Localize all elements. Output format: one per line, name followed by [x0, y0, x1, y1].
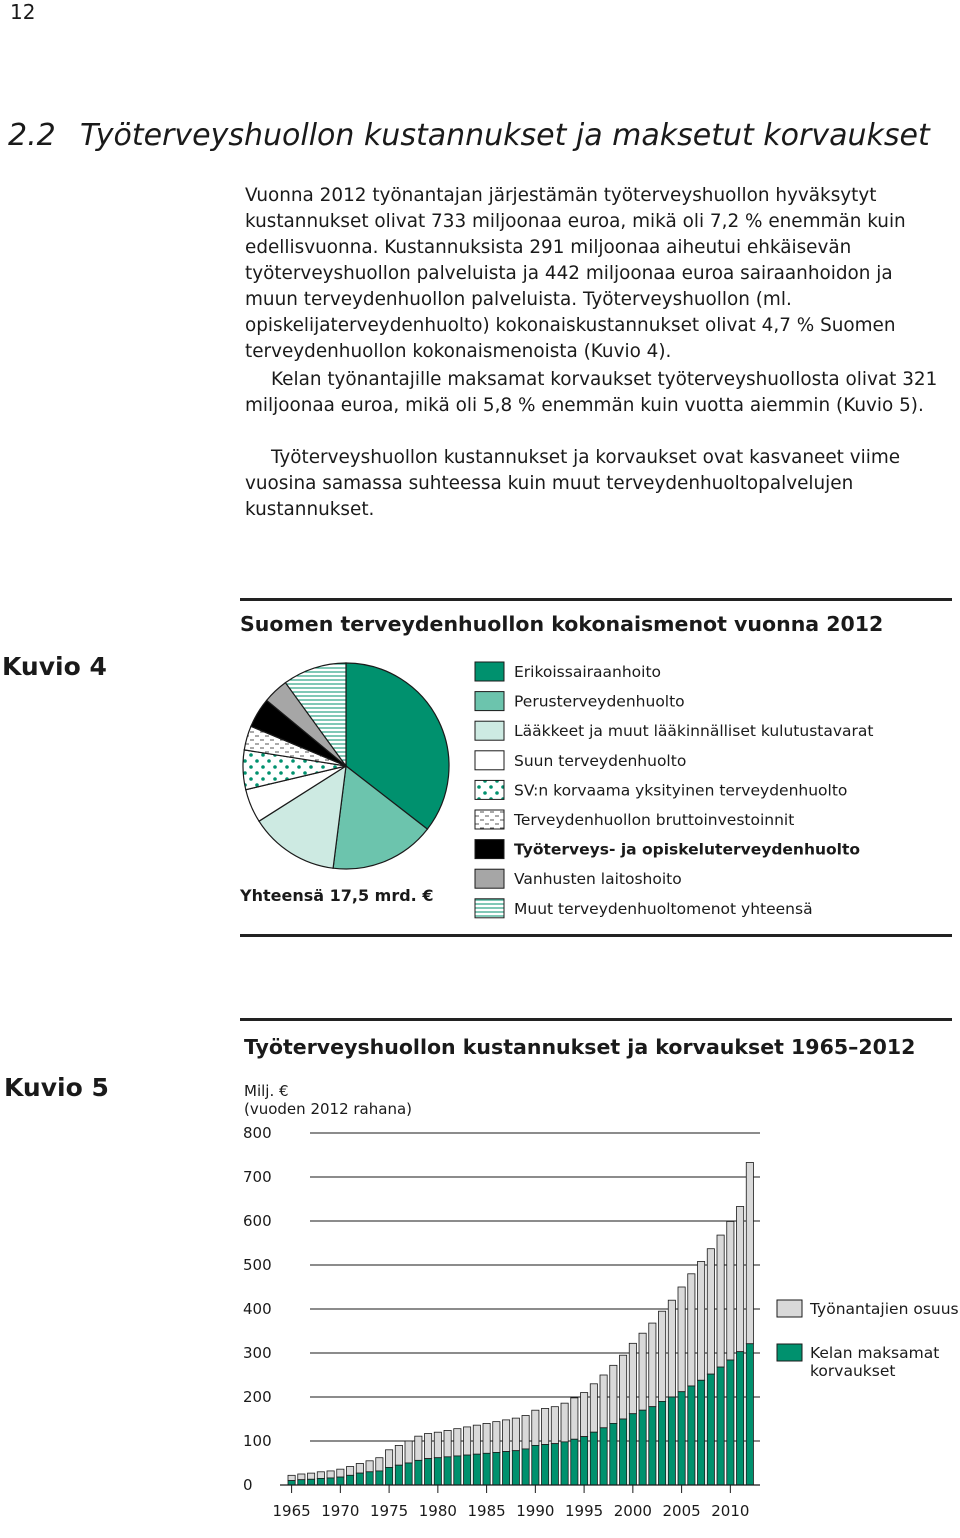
- bar-kela-1971: [347, 1475, 354, 1485]
- bar-employer-1985: [483, 1423, 490, 1453]
- bar-employer-2008: [707, 1249, 714, 1374]
- section-heading: [8, 118, 930, 153]
- bar-legend-label-employer: Työnantajien osuus: [810, 1300, 959, 1318]
- y-tick-label-600: 600: [243, 1212, 272, 1230]
- pie-legend-swatch-9: [475, 899, 504, 918]
- bar-employer-1974: [376, 1458, 383, 1471]
- bar-employer-2011: [737, 1206, 744, 1351]
- bar-kela-1984: [473, 1454, 480, 1485]
- bar-kela-1990: [532, 1445, 539, 1485]
- figure4-title: Suomen terveydenhuollon kokonaismenot vuonna 2012: [240, 612, 884, 636]
- bar-employer-1989: [522, 1415, 529, 1448]
- bar-employer-1966: [298, 1474, 305, 1480]
- bar-employer-1988: [512, 1418, 519, 1451]
- bar-legend-label-kela: Kelan maksamat korvaukset: [810, 1344, 940, 1380]
- bar-kela-1981: [444, 1457, 451, 1485]
- bar-kela-1993: [561, 1442, 568, 1485]
- bar-kela-1975: [386, 1467, 393, 1485]
- bar-employer-1987: [503, 1420, 510, 1452]
- bar-kela-2011: [737, 1352, 744, 1485]
- bar-employer-1990: [532, 1410, 539, 1445]
- bar-kela-1965: [288, 1481, 295, 1485]
- bar-kela-1966: [298, 1480, 305, 1485]
- bar-kela-1986: [493, 1452, 500, 1485]
- x-tick-label-1990: 1990: [516, 1502, 555, 1520]
- pie-legend-label-8: Vanhusten laitoshoito: [514, 870, 682, 889]
- bar-employer-1996: [590, 1384, 597, 1432]
- bar-kela-1973: [366, 1472, 373, 1485]
- bar-employer-2010: [727, 1221, 734, 1360]
- figure4-label: Kuvio 4: [2, 652, 107, 681]
- pie-legend-swatch-1: [475, 662, 504, 681]
- bar-kela-2007: [698, 1380, 705, 1485]
- bar-kela-2001: [639, 1410, 646, 1485]
- x-tick-label-2005: 2005: [662, 1502, 701, 1520]
- pie-legend-label-7: Työterveys- ja opiskeluterveydenhuolto: [514, 840, 861, 859]
- bar-employer-1969: [327, 1471, 334, 1478]
- bar-employer-1992: [551, 1407, 558, 1444]
- bar-kela-2010: [727, 1360, 734, 1485]
- bar-employer-1983: [464, 1427, 471, 1455]
- bar-kela-2004: [668, 1397, 675, 1485]
- page-number: 12: [10, 0, 36, 24]
- bar-kela-1968: [317, 1478, 324, 1485]
- bar-kela-2002: [649, 1407, 656, 1485]
- bar-employer-1977: [405, 1441, 412, 1463]
- figure5-ylabel-line1: Milj. €: [244, 1082, 289, 1100]
- pie-legend-label-1: Erikoissairaanhoito: [514, 663, 662, 681]
- bar-employer-1980: [434, 1432, 441, 1458]
- bar-kela-2008: [707, 1374, 714, 1485]
- pie-legend-label-3: Lääkkeet ja muut lääkinnälliset kulutustavarat: [514, 722, 874, 741]
- bar-kela-1972: [356, 1473, 363, 1485]
- x-tick-label-1980: 1980: [418, 1502, 457, 1520]
- bar-kela-2005: [678, 1392, 685, 1485]
- pie-legend-swatch-6: [475, 810, 504, 829]
- bar-employer-2006: [688, 1274, 695, 1386]
- y-tick-label-800: 800: [243, 1124, 272, 1142]
- bar-employer-1994: [571, 1398, 578, 1439]
- figure4-top-rule: [240, 598, 952, 601]
- bar-kela-2012: [746, 1344, 753, 1485]
- figure5-ylabel: [244, 1082, 412, 1118]
- bar-kela-1970: [337, 1477, 344, 1485]
- pie-legend-swatch-5: [475, 780, 504, 799]
- x-tick-label-2000: 2000: [613, 1502, 652, 1520]
- section-number: 2.2: [8, 118, 56, 153]
- y-tick-label-100: 100: [243, 1432, 272, 1450]
- bar-kela-1985: [483, 1453, 490, 1485]
- bar-employer-1970: [337, 1469, 344, 1477]
- bar-kela-1995: [581, 1437, 588, 1485]
- bar-employer-1967: [308, 1473, 315, 1479]
- bar-kela-1983: [464, 1455, 471, 1485]
- bar-kela-1994: [571, 1439, 578, 1485]
- bar-kela-2003: [659, 1401, 666, 1485]
- bar-employer-1965: [288, 1475, 295, 1480]
- bar-employer-1986: [493, 1422, 500, 1453]
- bar-employer-2002: [649, 1323, 656, 1407]
- bar-employer-1984: [473, 1425, 480, 1454]
- bar-kela-1967: [308, 1479, 315, 1485]
- bar-employer-1991: [542, 1408, 549, 1444]
- x-tick-label-1975: 1975: [370, 1502, 409, 1520]
- bar-employer-2003: [659, 1311, 666, 1401]
- bar-employer-1995: [581, 1393, 588, 1437]
- bar-employer-1981: [444, 1430, 451, 1456]
- bar-employer-2005: [678, 1287, 685, 1392]
- bar-employer-1978: [415, 1436, 422, 1460]
- y-tick-label-300: 300: [243, 1344, 272, 1362]
- x-tick-label-1985: 1985: [467, 1502, 506, 1520]
- bar-kela-1987: [503, 1452, 510, 1485]
- x-tick-label-1995: 1995: [565, 1502, 604, 1520]
- bar-employer-2012: [746, 1162, 753, 1343]
- bar-employer-2004: [668, 1300, 675, 1397]
- bar-employer-1971: [347, 1467, 354, 1476]
- bar-kela-1969: [327, 1478, 334, 1485]
- figure4-bottom-rule: [240, 934, 952, 937]
- bar-legend-swatch-kela: [777, 1344, 802, 1361]
- bar-kela-1991: [542, 1445, 549, 1485]
- x-tick-label-2010: 2010: [711, 1502, 750, 1520]
- bar-kela-1999: [620, 1419, 627, 1485]
- bar-kela-1998: [610, 1423, 617, 1485]
- figure5-label: Kuvio 5: [4, 1073, 109, 1102]
- bar-kela-1980: [434, 1458, 441, 1485]
- bar-employer-1968: [317, 1472, 324, 1479]
- pie-legend-label-6: Terveydenhuollon bruttoinvestoinnit: [514, 811, 795, 829]
- bar-legend-swatch-employer: [777, 1300, 802, 1317]
- pie-legend: [470, 658, 940, 928]
- bar-employer-1973: [366, 1461, 373, 1472]
- pie-legend-label-5: SV:n korvaama yksityinen terveydenhuolto: [514, 781, 848, 800]
- y-tick-label-200: 200: [243, 1388, 272, 1406]
- pie-legend-swatch-8: [475, 869, 504, 888]
- x-tick-label-1970: 1970: [321, 1502, 360, 1520]
- bar-employer-1979: [425, 1434, 432, 1459]
- pie-legend-label-2: Perusterveydenhuolto: [514, 692, 685, 711]
- bar-employer-1997: [600, 1375, 607, 1428]
- body-paragraph-3: Työterveyshuollon kustannukset ja korvaukset ovat kasvaneet viime vuosina samassa suhteessa kuin muut terveydenhuoltopalvelujen kustannukset.: [245, 447, 901, 520]
- bar-employer-2000: [629, 1343, 636, 1413]
- y-tick-label-0: 0: [243, 1476, 253, 1494]
- bar-kela-2006: [688, 1386, 695, 1485]
- bar-kela-2009: [717, 1367, 724, 1485]
- pie-legend-label-9: Muut terveydenhuoltomenot yhteensä: [514, 899, 813, 918]
- figure5-top-rule: [240, 1018, 952, 1021]
- pie-legend-swatch-2: [475, 692, 504, 711]
- bar-kela-1978: [415, 1460, 422, 1485]
- bar-kela-1982: [454, 1456, 461, 1485]
- bar-kela-1992: [551, 1444, 558, 1485]
- figure5-title: Työterveyshuollon kustannukset ja korvaukset 1965–2012: [244, 1035, 916, 1059]
- bar-employer-1993: [561, 1403, 568, 1442]
- pie-legend-swatch-7: [475, 840, 504, 859]
- y-tick-label-400: 400: [243, 1300, 272, 1318]
- x-tick-label-1965: 1965: [272, 1502, 311, 1520]
- bar-employer-1975: [386, 1450, 393, 1468]
- bar-employer-1999: [620, 1355, 627, 1419]
- bar-kela-1979: [425, 1459, 432, 1485]
- pie-legend-swatch-4: [475, 751, 504, 770]
- figure5-ylabel-line2: (vuoden 2012 rahana): [244, 1100, 412, 1118]
- y-tick-label-700: 700: [243, 1168, 272, 1186]
- bar-employer-2009: [717, 1235, 724, 1367]
- bar-chart: [230, 1115, 960, 1525]
- body-paragraph-2: Kelan työnantajille maksamat korvaukset työterveyshuollosta olivat 321 miljoonaa euroa, mikä oli 5,8 % enemmän kuin vuotta aiemmin (Kuvio 5).: [245, 369, 938, 416]
- bar-employer-1976: [395, 1445, 402, 1465]
- bar-kela-1974: [376, 1471, 383, 1485]
- bar-kela-1976: [395, 1465, 402, 1485]
- bar-employer-2001: [639, 1333, 646, 1410]
- bar-employer-2007: [698, 1261, 705, 1380]
- figure4-total-note: Yhteensä 17,5 mrd. €: [240, 886, 434, 905]
- pie-chart: [230, 650, 470, 880]
- bar-kela-1989: [522, 1449, 529, 1485]
- bar-employer-1982: [454, 1429, 461, 1456]
- bar-employer-1972: [356, 1463, 363, 1473]
- pie-legend-swatch-3: [475, 721, 504, 740]
- bar-kela-1977: [405, 1463, 412, 1485]
- body-paragraph-1: Vuonna 2012 työnantajan järjestämän työterveyshuollon hyväksytyt kustannukset olivat 733 miljoonaa euroa, mikä oli 7,2 % enemmän kuin edellisvuonna. Kustannuksista 291 miljoonaa aiheutui ehkäisevän työterveyshuollon palveluista ja 442 miljoonaa euroa sairaanhoidon ja muun terveydenhuollon palveluista. Työterveyshuollon (ml. opiskelijaterveydenhuolto) kokonaiskustannukset olivat 4,7 % Suomen terveydenhuollon kokonaismenoista (Kuvio 4).: [245, 185, 906, 362]
- bar-kela-1997: [600, 1428, 607, 1485]
- bar-kela-2000: [629, 1414, 636, 1485]
- bar-kela-1996: [590, 1432, 597, 1485]
- bar-kela-1988: [512, 1451, 519, 1485]
- section-title: Työterveyshuollon kustannukset ja maksetut korvaukset: [80, 118, 930, 153]
- pie-legend-label-4: Suun terveydenhuolto: [514, 751, 687, 770]
- y-tick-label-500: 500: [243, 1256, 272, 1274]
- bar-employer-1998: [610, 1365, 617, 1423]
